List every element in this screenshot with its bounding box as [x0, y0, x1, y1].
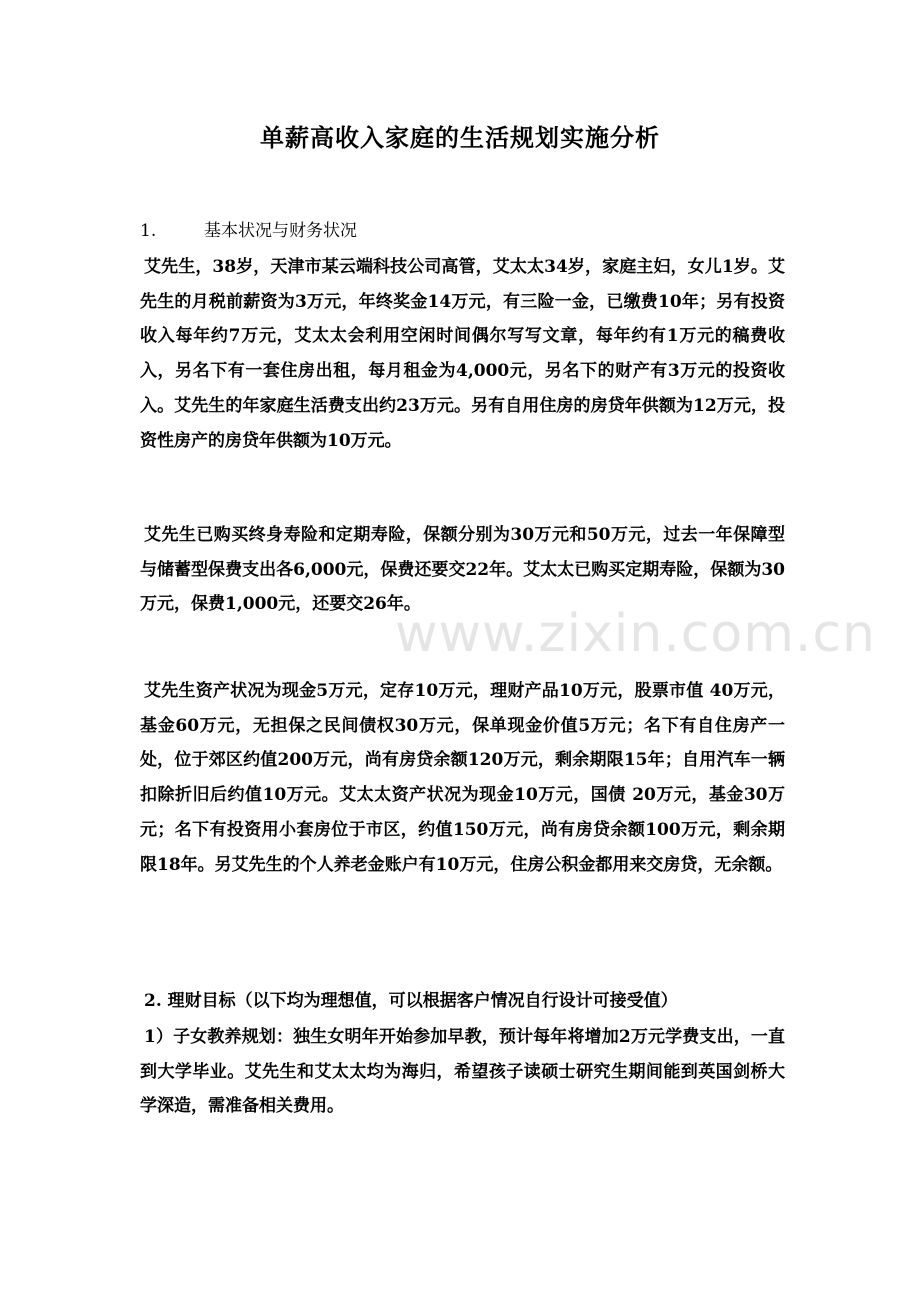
paragraph-education-goal: 1）子女教养规划：独生女明年开始参加早教，预计每年将增加2万元学费支出，一直到大学毕业。艾先生和艾太太均为海归，希望孩子读硕士研究生期间能到英国剑桥大学深造，需准备相关费用。: [140, 1027, 785, 1117]
paragraph-basic-info: 艾先生，38岁，天津市某云端科技公司高管，艾太太34岁，家庭主妇，女儿1岁。艾先生的月税前薪资为3万元，年终奖金14万元，有三险一金，已缴费10年；另有投资收入每年约7万元，艾太太会利用空闲时间偶尔写写文章，每年约有1万元的稿费收入，另名下有一套住房出租，每月租金为4,000元，另名下的财产有3万元的投资收入。艾先生的年家庭生活费支出约23万元。另有自用住房的房贷年供额为12万元，投资性房产的房贷年供额为10万元。: [140, 257, 785, 451]
section-1-title: 基本状况与财务状况: [204, 221, 357, 241]
watermark: www.zixin.com.cn: [395, 604, 876, 664]
paragraph-insurance: 艾先生已购买终身寿险和定期寿险，保额分别为30万元和50万元，过去一年保障型与储蓄型保费支出各6,000元，保费还要交22年。艾太太已购买定期寿险，保额为30万元，保费1,000元，还要交26年。: [140, 525, 785, 615]
document-title: 单薪高收入家庭的生活规划实施分析: [260, 123, 660, 152]
section-2-heading: 2. 理财目标（以下均为理想值，可以根据客户情况自行设计可接受值）: [144, 991, 678, 1011]
section-1-number: 1.: [140, 221, 157, 241]
section-1-heading: [140, 216, 357, 241]
paragraph-assets: 艾先生资产状况为现金5万元，定存10万元，理财产品10万元，股票市值 40万元，基金60万元，无担保之民间债权30万元，保单现金价值5万元；名下有自住房产一处，位于郊区约值200万元，尚有房贷余额120万元，剩余期限15年；自用汽车一辆扣除折旧后约值10万元。艾太太资产状况为现金10万元，国债 20万元，基金30万元；名下有投资用小套房位于市区，约值150万元，尚有房贷余额100万元，剩余期限18年。另艾先生的个人养老金账户有10万元，住房公积金都用来交房贷，无余额。: [140, 681, 785, 875]
